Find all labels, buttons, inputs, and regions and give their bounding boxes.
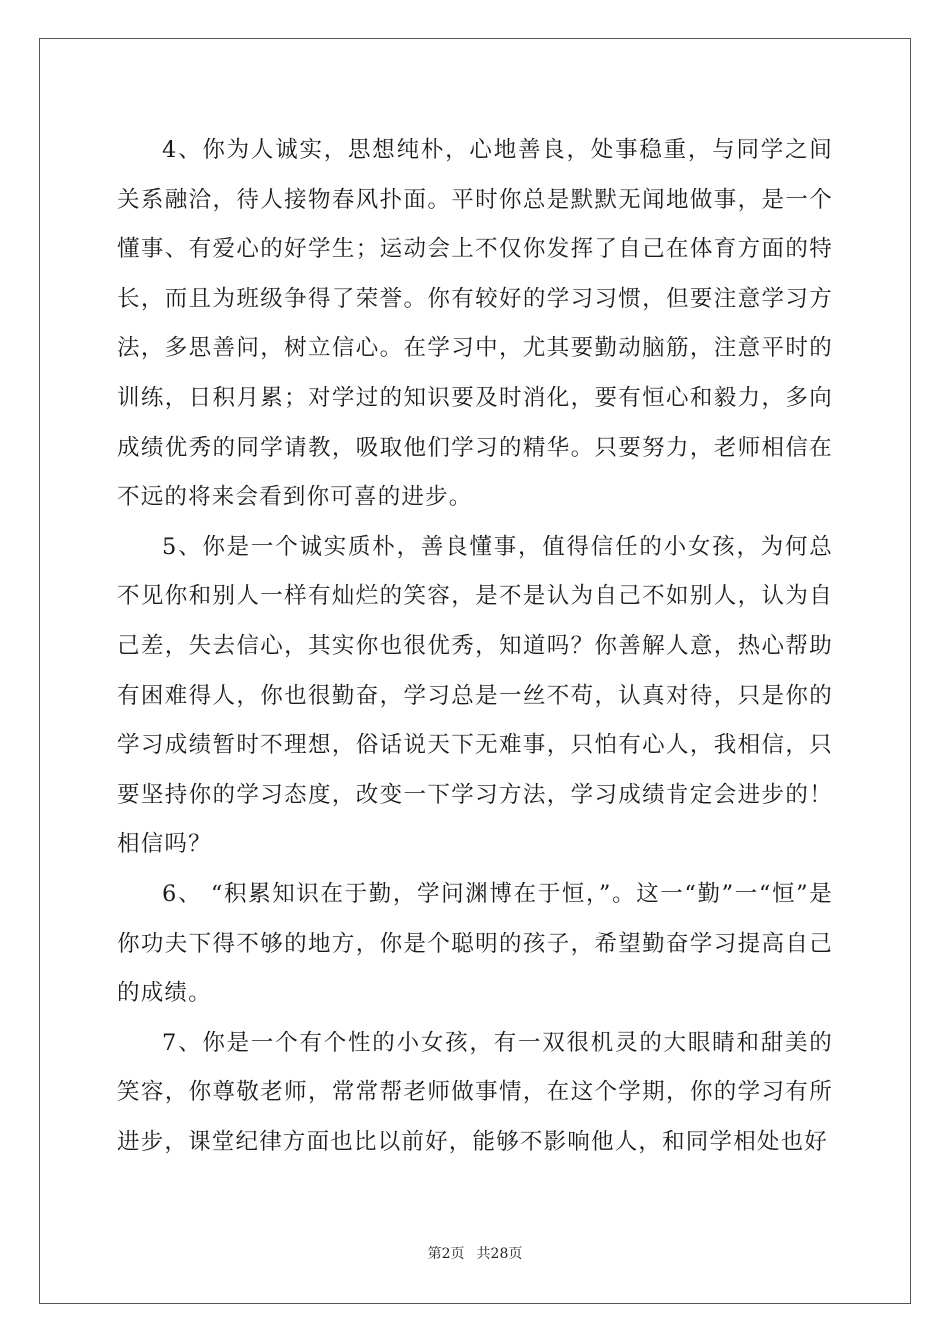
paragraph-5: 5、你是一个诚实质朴，善良懂事，值得信任的小女孩，为何总不见你和别人一样有灿烂的笑容，是不是认为自己不如别人，认为自己差，失去信心，其实你也很优秀，知道吗？你善解人意，热心帮助有困难得人，你也很勤奋，学习总是一丝不苟，认真对待，只是你的学习成绩暂时不理想，俗话说天下无难事，只怕有心人，我相信，只要坚持你的学习态度，改变一下学习方法，学习成绩肯定会进步的！相信吗？ <box>117 533 833 858</box>
document-body <box>117 126 833 1167</box>
page-number-current: 第2页 <box>427 1246 465 1262</box>
page-number-total: 共28页 <box>476 1246 523 1262</box>
paragraph-7: 7、你是一个有个性的小女孩，有一双很机灵的大眼睛和甜美的笑容，你尊敬老师，常常帮老师做事情，在这个学期，你的学习有所进步，课堂纪律方面也比以前好，能够不影响他人，和同学相处也好 <box>117 1029 833 1155</box>
paragraph-6: 6、 “积累知识在于勤，学问渊博在于恒，”。这一“勤”一“恒”是你功夫下得不够的地方，你是个聪明的孩子，希望勤奋学习提高自己的成绩。 <box>117 880 833 1007</box>
paragraph-4: 4、你为人诚实，思想纯朴，心地善良，处事稳重，与同学之间关系融洽，待人接物春风扑面。平时你总是默默无闻地做事，是一个懂事、有爱心的好学生；运动会上不仅你发挥了自己在体育方面的特长，而且为班级争得了荣誉。你有较好的学习习惯，但要注意学习方法，多思善问，树立信心。在学习中，尤其要勤动脑筋，注意平时的训练，日积月累；对学过的知识要及时消化，要有恒心和毅力，多向成绩优秀的同学请教，吸取他们学习的精华。只要努力，老师相信在不远的将来会看到你可喜的进步。 <box>117 137 833 511</box>
page-footer <box>0 1244 950 1264</box>
